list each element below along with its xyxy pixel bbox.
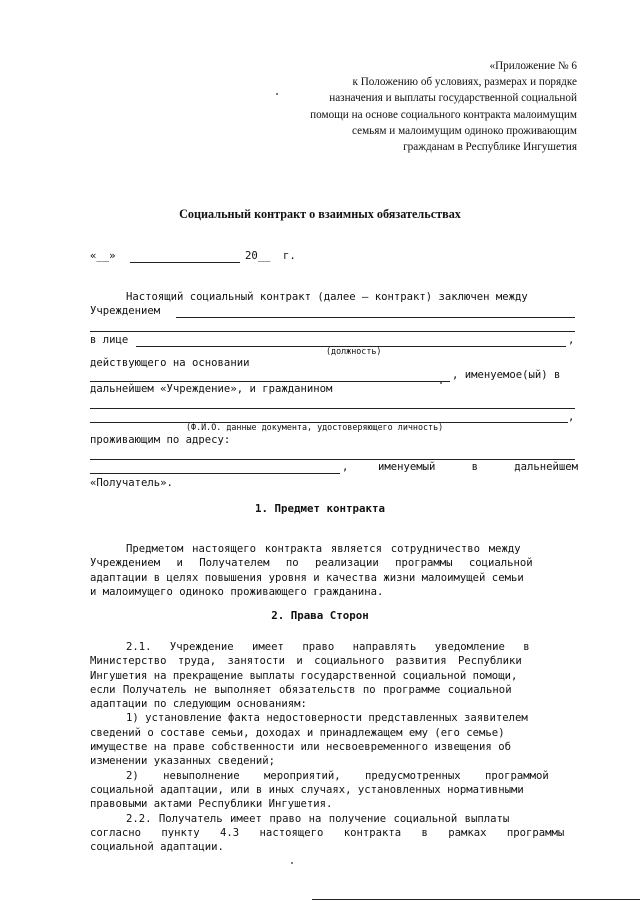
address-label: проживающим по адресу: — [90, 434, 231, 446]
appendix-line: гражданам в Республике Ингушетия — [403, 141, 577, 154]
section-2-line: если Получатель не выполняет обязательств по программе социальной — [90, 683, 512, 696]
section-1-line: и малоимущего одиноко проживающего гражданина. — [90, 585, 384, 598]
section-2-line: социальной адаптации. — [90, 841, 224, 854]
section-2-line: 1) установление факта недостоверности представленных заявителем — [126, 712, 528, 725]
named-recipient — [378, 461, 578, 473]
date-day: «__» — [90, 250, 116, 262]
date-year-suffix: г. — [283, 250, 296, 262]
section-1-text: Предметом настоящего контракта является сотрудничество между — [126, 543, 521, 555]
section-2-body — [90, 640, 582, 854]
citizen-comma: , — [568, 411, 575, 423]
appendix-line: помощи на основе социального контракта малоимущим — [310, 108, 577, 121]
section-2-line: 2.2. Получатель имеет право на получение социальной выплаты — [126, 812, 510, 825]
section-1-line: адаптации в целях повышения уровня и качества жизни малоимущей семьи — [90, 571, 524, 584]
section-2-line: имуществе на праве собственности или несвоевременного извещения об — [90, 741, 511, 754]
in-face-comma: , — [568, 334, 575, 346]
scan-speck — [291, 862, 293, 864]
position-hint: (должность) — [326, 346, 382, 356]
date-month-field — [130, 262, 240, 263]
acting-basis-field — [90, 381, 450, 382]
appendix-line: к Положению об условиях, размерах и порядке — [352, 76, 577, 89]
section-2-line: адаптации по следующим основаниям: — [90, 698, 307, 711]
document-title: Социальный контракт о взаимных обязательствах — [179, 207, 461, 221]
section-2-line: Министерство труда, занятости и социального развития Республики — [90, 655, 522, 668]
section-1-heading: 1. Предмет контракта — [254, 502, 385, 515]
institution-field-2 — [90, 331, 575, 332]
section-2-line: правовыми актами Республики Ингушетия. — [90, 798, 333, 811]
in-face-label: в лице — [90, 334, 129, 346]
fio-hint: (Ф.И.О. данные документа, удостоверяющего личность) — [186, 422, 444, 432]
section-2-line: изменении указанных сведений; — [90, 755, 275, 768]
acting-basis-label: действующего на основании — [90, 357, 250, 369]
hereafter-text: дальнейшем «Учреждение», и гражданином — [90, 383, 333, 395]
intro-institution-label: Учреждением — [90, 305, 161, 317]
appendix-line: «Приложение № 6 — [489, 60, 577, 72]
named-word: в — [471, 461, 478, 473]
date-year: 20__ — [245, 250, 271, 262]
intro-line-1: Настоящий социальный контракт (далее – контракт) заключен между — [126, 291, 528, 303]
citizen-field-1 — [90, 408, 575, 409]
appendix-line: назначения и выплаты государственной социальной — [329, 92, 577, 105]
institution-field — [176, 317, 575, 318]
section-2-line: 2.1. Учреждение имеет право направлять уведомление в — [126, 641, 530, 653]
address-field-1 — [90, 459, 575, 460]
appendix-line: семьям и малоимущим одиноко проживающим — [352, 124, 577, 137]
section-2-line: согласно пункту 4.3 настоящего контракта в рамках программы — [90, 826, 565, 839]
section-1-line: Учреждением и Получателем по реализации программы социальной — [90, 557, 533, 570]
named-institution: , именуемое(ый) в — [452, 369, 561, 381]
scan-speck — [276, 93, 278, 95]
section-1-body — [90, 542, 582, 599]
named-word: именуемый — [378, 461, 436, 473]
section-2-line: Ингушетия на прекращение выплаты государственной социальной помощи, — [90, 669, 518, 682]
section-2-line: 2) невыполнение мероприятий, предусмотренных программой — [126, 769, 549, 782]
address-comma: , — [342, 461, 349, 473]
scan-speck — [440, 382, 442, 384]
section-2-line: сведений о составе семьи, доходах и принадлежащем ему (его семье) — [90, 726, 505, 739]
appendix-header — [247, 58, 577, 155]
bottom-rule — [312, 899, 640, 900]
address-field-2 — [90, 473, 340, 474]
recipient-label: «Получатель». — [90, 477, 173, 489]
section-2-heading: 2. Права Сторон — [271, 609, 369, 622]
section-2-line: социальной адаптации, или в иных случаях, установленных нормативными — [90, 783, 524, 796]
section-1-line — [90, 542, 582, 556]
date-line — [90, 250, 296, 262]
named-word: дальнейшем — [514, 461, 578, 473]
